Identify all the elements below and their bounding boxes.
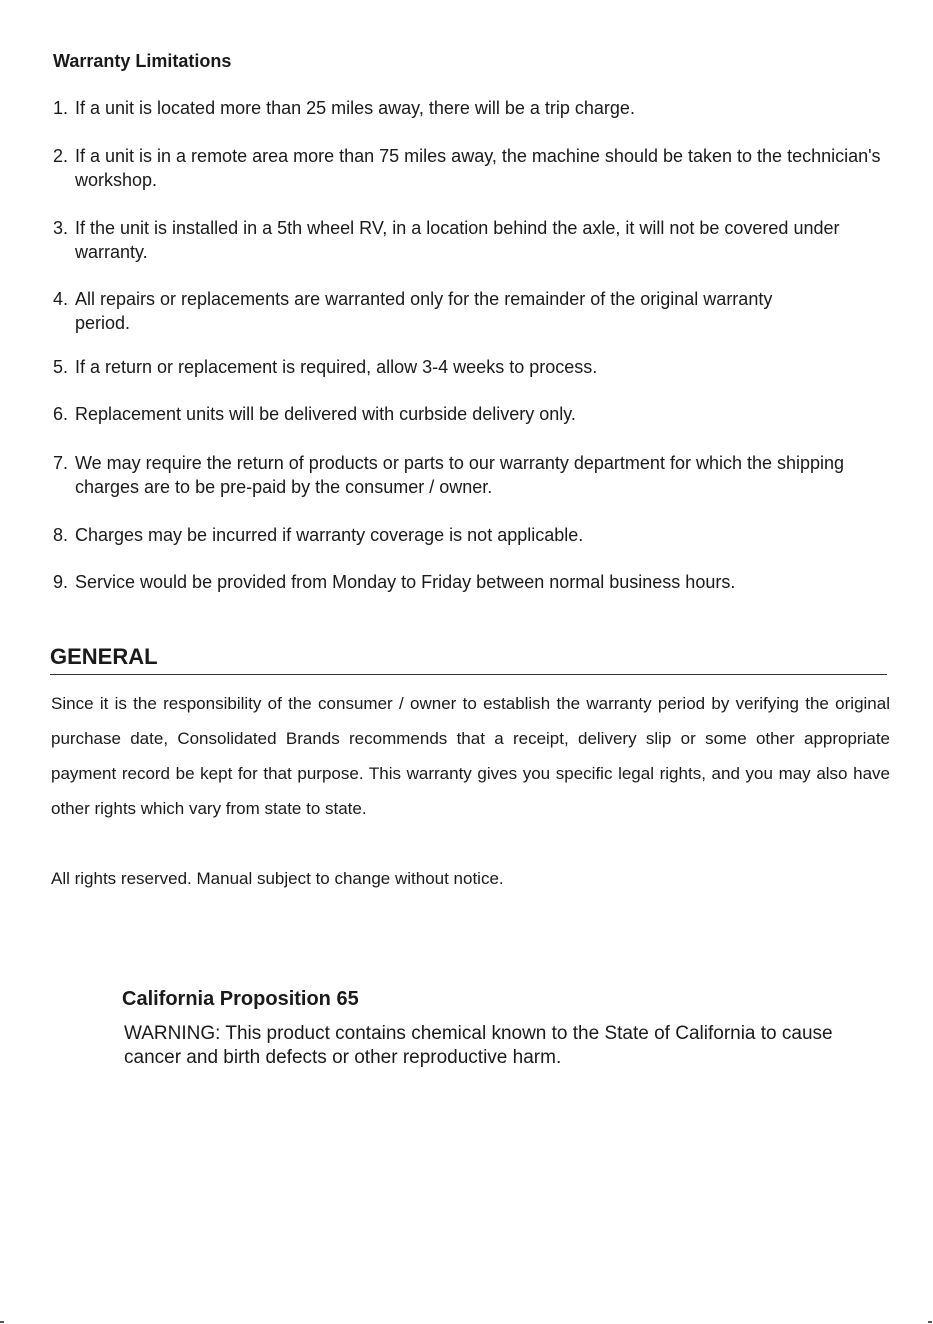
list-item-number: 4.: [53, 289, 69, 309]
list-item-text: If a unit is in a remote area more than 75 miles away, the machine should be taken to the technician's workshop.: [75, 146, 881, 190]
list-item-number: 8.: [53, 525, 69, 545]
list-item: [53, 287, 883, 335]
list-item-number: 2.: [53, 146, 69, 166]
crop-mark-left: [0, 1321, 4, 1323]
list-item-number: 5.: [53, 357, 69, 377]
list-item-number: 1.: [53, 98, 69, 118]
list-item-text: All repairs or replacements are warranted only for the remainder of the original warranty period.: [75, 289, 773, 333]
list-item: [53, 355, 883, 379]
list-item: [53, 96, 883, 120]
list-item: [53, 402, 883, 426]
list-item-text: If a unit is located more than 25 miles away, there will be a trip charge.: [75, 98, 635, 118]
list-item: [53, 144, 883, 192]
list-item-number: 3.: [53, 218, 69, 238]
list-item-number: 6.: [53, 404, 69, 424]
warranty-limitations-list: [53, 96, 883, 594]
list-item-text: If a return or replacement is required, allow 3-4 weeks to process.: [75, 357, 598, 377]
general-paragraph: Since it is the responsibility of the consumer / owner to establish the warranty period by verifying the original purchase date, Consolidated Brands recommends that a receipt, delivery slip or some other appropriate payment record be kept for that purpose. This warranty gives you specific legal rights, and you may also have other rights which vary from state to state.: [51, 694, 890, 818]
prop65-warning: WARNING: This product contains chemical known to the State of California to cause cancer and birth defects or other reproductive harm.: [124, 1023, 833, 1068]
list-item-text: If the unit is installed in a 5th wheel RV, in a location behind the axle, it will not be covered under warranty.: [75, 218, 840, 262]
list-item-number: 9.: [53, 572, 69, 592]
list-item: [53, 216, 883, 264]
crop-mark-right: [928, 1321, 932, 1323]
prop65-title: California Proposition 65: [122, 988, 359, 1010]
list-item-number: 7.: [53, 453, 69, 473]
list-item-text: We may require the return of products or parts to our warranty department for which the shipping charges are to be pre-paid by the consumer / owner.: [75, 453, 845, 497]
warranty-limitations-title: Warranty Limitations: [53, 51, 232, 71]
list-item: [53, 570, 883, 594]
list-item: [53, 451, 883, 499]
rights-notice: All rights reserved. Manual subject to change without notice.: [51, 869, 504, 888]
list-item-text: Service would be provided from Monday to Friday between normal business hours.: [75, 572, 736, 592]
list-item: [53, 523, 883, 547]
general-heading: GENERAL: [50, 643, 887, 675]
list-item-text: Charges may be incurred if warranty coverage is not applicable.: [75, 525, 584, 545]
list-item-text: Replacement units will be delivered with curbside delivery only.: [75, 404, 576, 424]
